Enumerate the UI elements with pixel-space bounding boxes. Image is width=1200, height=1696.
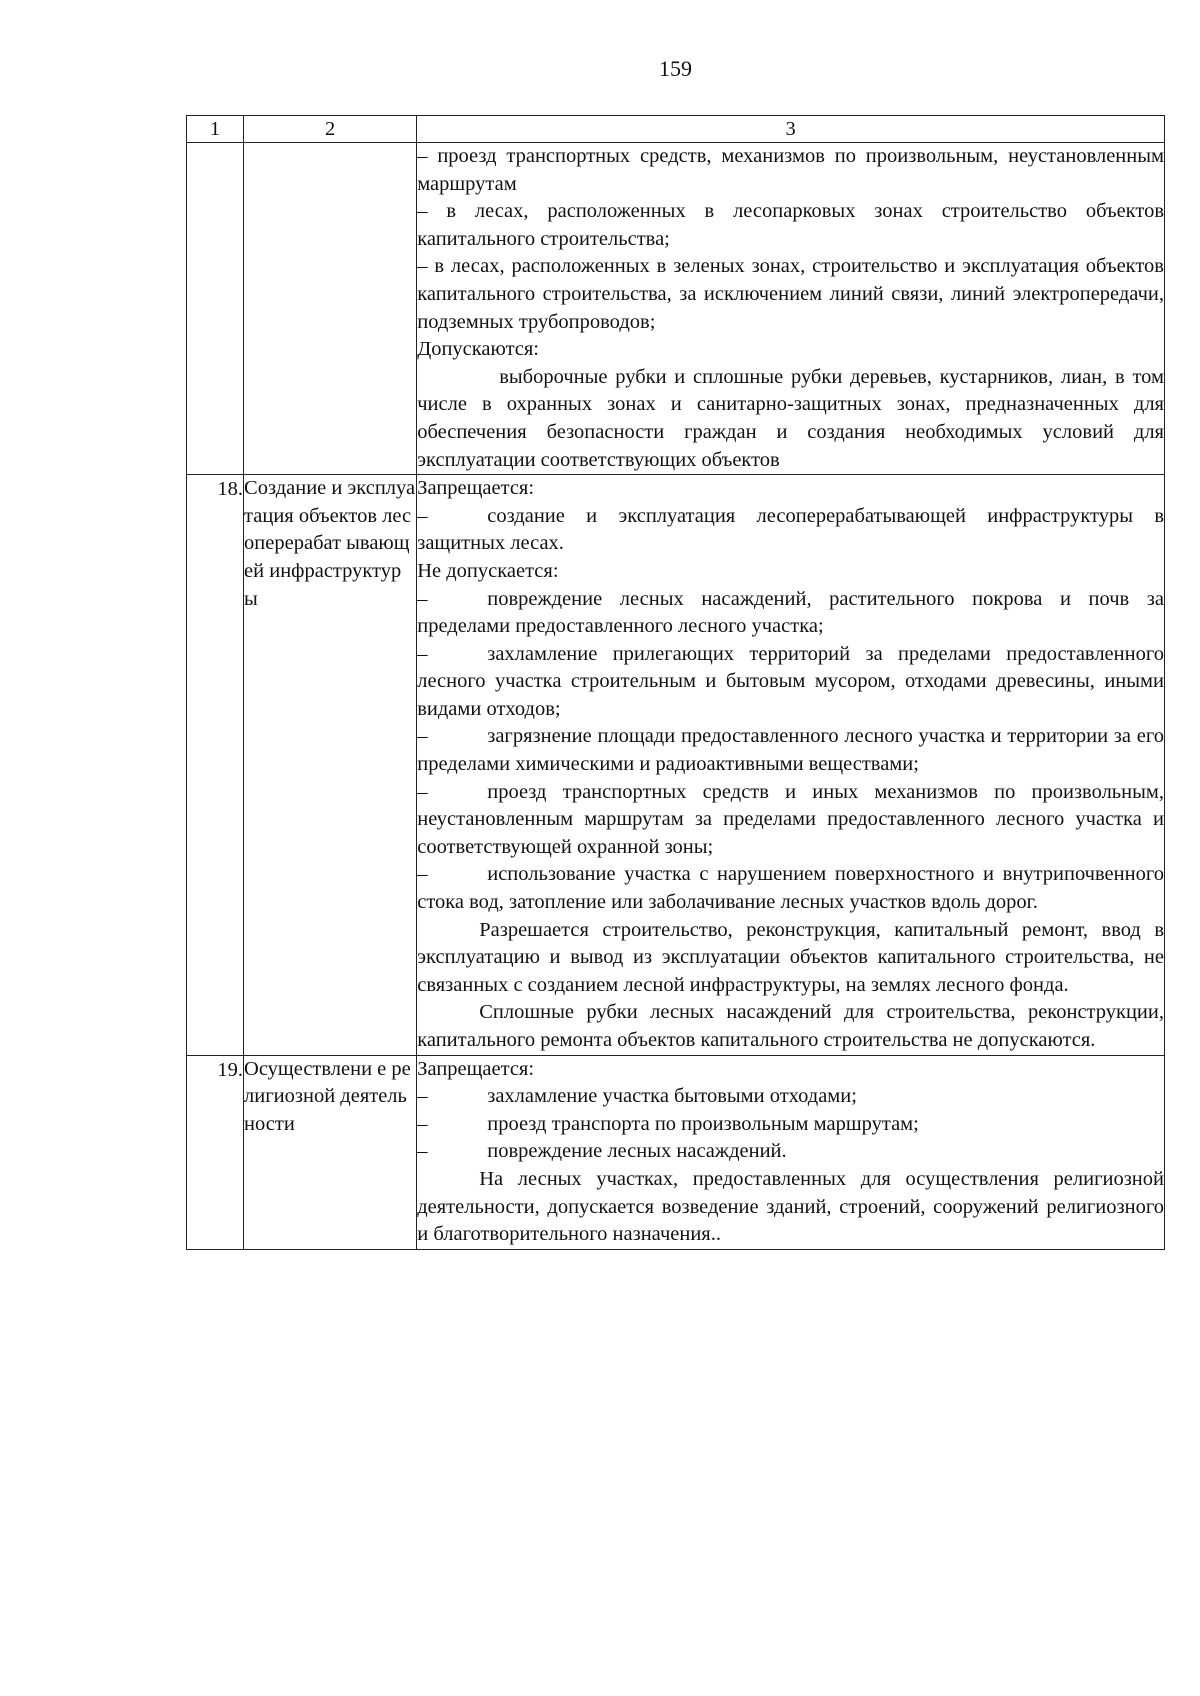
regulations-table <box>186 115 1165 1250</box>
list-item: – загрязнение площади предоставленного лесного участка и территории за его пределами химическими и радиоактивными веществами; <box>417 725 1164 776</box>
header-col-1: 1 <box>187 116 244 143</box>
list-item: – захламление прилегающих территорий за пределами предоставленного лесного участка строительным и бытовым мусором, отходами древесины, иными видами отходов; <box>417 642 1164 720</box>
allowed-label: Допускаются: <box>417 338 539 361</box>
prohibited-label: Запрещается: <box>417 477 535 500</box>
list-item: – создание и эксплуатация лесоперерабатывающей инфраструктуры в защитных лесах. <box>417 504 1164 555</box>
row-number: 18. <box>187 475 244 1055</box>
list-item: – повреждение лесных насаждений, растительного покрова и почв за пределами предоставленного лесного участка; <box>417 587 1164 638</box>
table-header-row <box>187 116 1165 143</box>
row-content <box>417 475 1165 1055</box>
table-row-19 <box>187 1055 1165 1249</box>
row-name-empty <box>244 143 417 475</box>
row-number: 19. <box>187 1055 244 1249</box>
allowed-text: выборочные рубки и сплошные рубки деревьев, кустарников, лиан, в том числе в охранных зонах и санитарно-защитных зонах, предназначенных для обеспечения безопасности граждан и создания необходимых условий для эксплуатации соответствующих объектов <box>417 365 1164 471</box>
header-col-2: 2 <box>244 116 417 143</box>
paragraph: Сплошные рубки лесных насаждений для строительства, реконструкции, капитального ремонта объектов капитального строительства не допускаются. <box>417 1001 1164 1051</box>
continuation-item: – в лесах, расположенных в зеленых зонах, строительство и эксплуатация объектов капитального строительства, за исключением линий связи, линий электропередачи, подземных трубопроводов; <box>417 255 1164 333</box>
paragraph: Разрешается строительство, реконструкция, капитальный ремонт, ввод в эксплуатацию и вывод из эксплуатации объектов капитального строительства, не связанных с созданием лесной инфраструктуры, на землях лесного фонда. <box>417 918 1164 996</box>
page-number: 159 <box>659 56 692 81</box>
list-item: – повреждение лесных насаждений. <box>417 1140 787 1163</box>
list-item: – проезд транспорта по произвольным маршрутам; <box>417 1112 919 1135</box>
row-name: Создание и эксплуатация объектов лесоперерабат ывающей инфраструктур ы <box>244 475 417 1055</box>
row-content <box>417 1055 1165 1249</box>
prohibited-label: Запрещается: <box>417 1057 535 1080</box>
not-allowed-label: Не допускается: <box>417 559 559 582</box>
list-item: – захламление участка бытовыми отходами; <box>417 1085 857 1108</box>
row-name: Осуществлени е религиозной деятельности <box>244 1055 417 1249</box>
header-col-3: 3 <box>417 116 1165 143</box>
list-item: – проезд транспортных средств и иных механизмов по произвольным, неустановленным маршрутам за пределами предоставленного лесного участка и соответствующей охранной зоны; <box>417 780 1164 858</box>
table-row-18 <box>187 475 1165 1055</box>
paragraph: На лесных участках, предоставленных для осуществления религиозной деятельности, допускается возведение зданий, строений, сооружений религиозного и благотворительного назначения.. <box>417 1167 1164 1246</box>
continuation-item: – проезд транспортных средств, механизмов по произвольным, неустановленным маршрутам <box>417 145 1164 195</box>
table-row-continuation <box>187 143 1165 475</box>
continuation-item: – в лесах, расположенных в лесопарковых зонах строительство объектов капитального строительства; <box>417 200 1164 250</box>
list-item: – использование участка с нарушением поверхностного и внутрипочвенного стока вод, затопление или заболачивание лесных участков вдоль дорог. <box>417 863 1164 914</box>
row-content-continuation <box>417 143 1165 475</box>
row-number-empty <box>187 143 244 475</box>
